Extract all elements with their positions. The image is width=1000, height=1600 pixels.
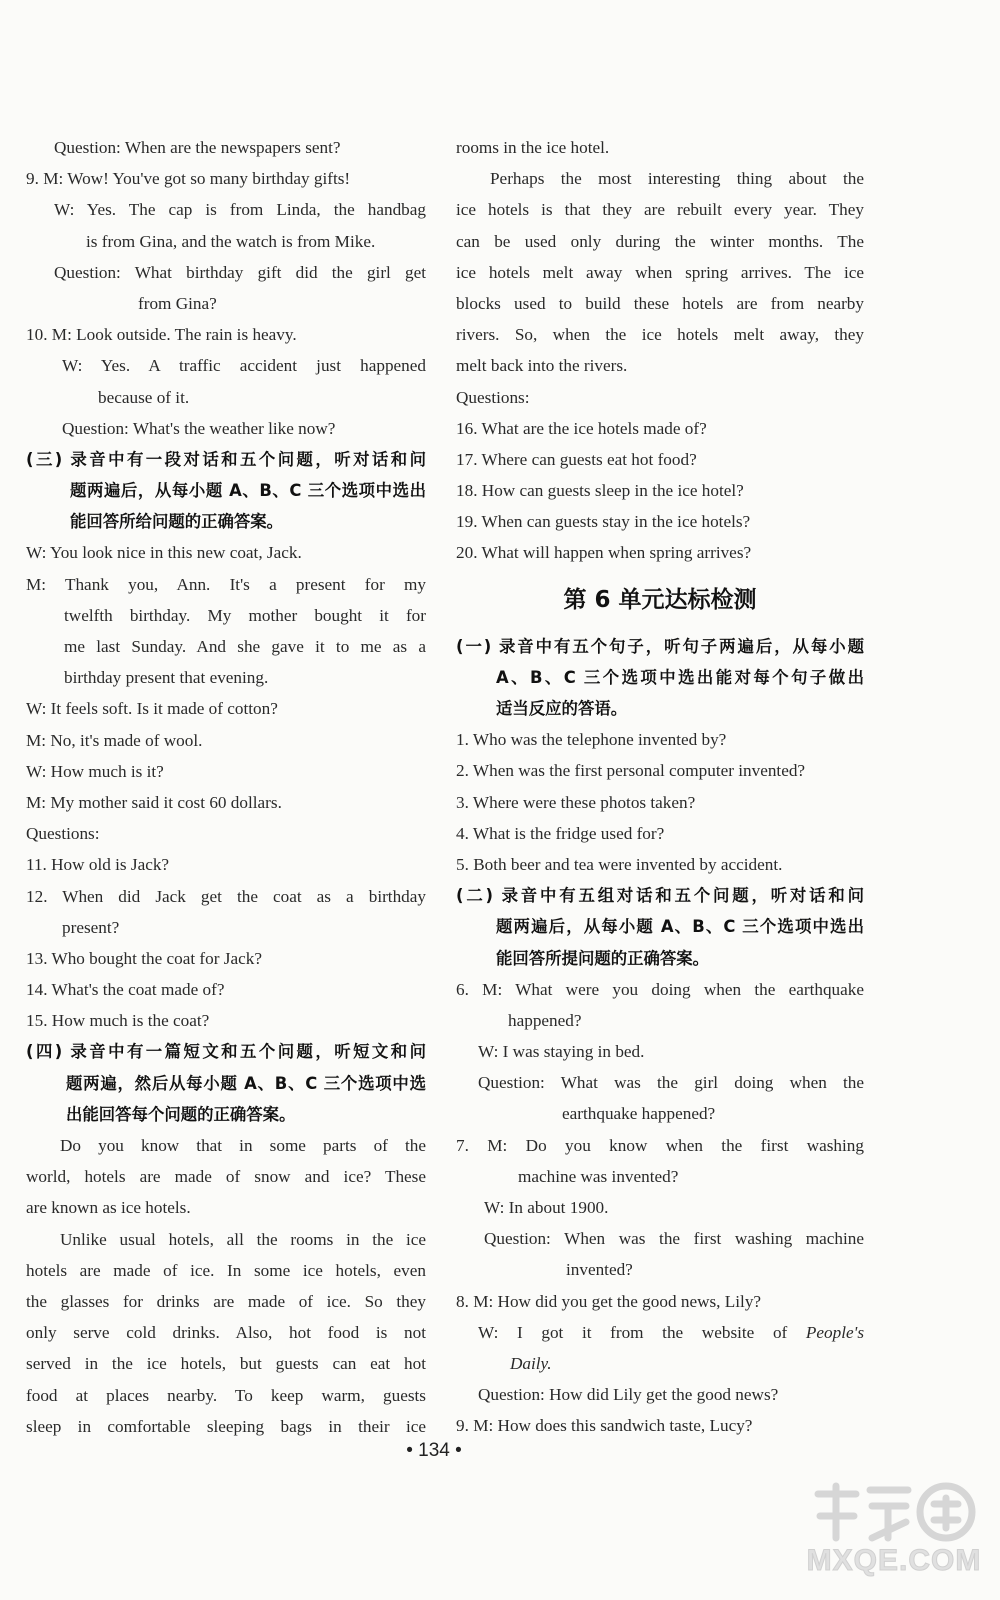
text-line: 能回答所给问题的正确答案。	[70, 512, 284, 532]
text-line: W: Yes. The cap is from Linda, the handbag	[54, 200, 426, 220]
text-line: Unlike usual hotels, all the rooms in the ice	[60, 1229, 426, 1249]
text-line: W: I got it from the website of People's	[478, 1322, 864, 1342]
watermark-logo	[804, 1476, 984, 1588]
text-line: M: My mother said it cost 60 dollars.	[26, 792, 282, 812]
text-line: Question: What's the weather like now?	[62, 418, 336, 438]
text-line: invented?	[566, 1260, 633, 1280]
text-line: earthquake happened?	[562, 1104, 716, 1124]
text-line: Questions:	[26, 824, 100, 844]
text-line: 能回答所提问题的正确答案。	[496, 948, 710, 968]
text-line: 14. What's the coat made of?	[26, 980, 225, 1000]
text-line: 12. When did Jack get the coat as a birthday	[26, 886, 426, 906]
watermark-icon	[808, 1476, 978, 1546]
text-line: 9. M: Wow! You've got so many birthday gifts!	[26, 169, 351, 189]
text-line: twelfth birthday. My mother bought it for	[64, 605, 426, 625]
text-line: world, hotels are made of snow and ice? These	[26, 1167, 426, 1187]
text-line: present?	[62, 917, 120, 937]
text-line: (三) 录音中有一段对话和五个问题，听对话和问	[26, 449, 426, 469]
text-line: 题两遍后，从每小题 A、B、C 三个选项中选出	[70, 481, 426, 501]
text-line: Question: What birthday gift did the girl get	[54, 262, 426, 282]
text-line: (四) 录音中有一篇短文和五个问题，听短文和问	[26, 1042, 426, 1062]
text-line: Question: When are the newspapers sent?	[54, 138, 341, 157]
text-line: 10. M: Look outside. The rain is heavy.	[26, 325, 297, 345]
text-line: the glasses for drinks are made of ice. So they	[26, 1291, 426, 1311]
text-line: 题两遍，然后从每小题 A、B、C 三个选项中选	[66, 1073, 426, 1093]
text-line: A、B、C 三个选项中选出能对每个句子做出	[496, 667, 864, 687]
text-line: 5. Both beer and tea were invented by accident.	[456, 854, 783, 874]
text-line: machine was invented?	[518, 1166, 679, 1186]
text-line: 15. How much is the coat?	[26, 1011, 210, 1031]
right-column	[456, 132, 864, 1442]
watermark-text: MXQE.COM	[806, 1544, 982, 1577]
text-line: 题两遍后，从每小题 A、B、C 三个选项中选出	[496, 917, 864, 937]
text-line: W: I was staying in bed.	[478, 1042, 645, 1062]
text-line: 9. M: How does this sandwich taste, Lucy?	[456, 1416, 753, 1436]
text-line: happened?	[508, 1010, 582, 1030]
text-line: W: You look nice in this new coat, Jack.	[26, 543, 302, 563]
text-line: food at places nearby. To keep warm, guests	[26, 1385, 426, 1405]
text-line: can be used only during the winter months. The	[456, 231, 864, 251]
text-line: M: Thank you, Ann. It's a present for my	[26, 574, 426, 594]
page-number: • 134 •	[406, 1440, 462, 1461]
right-column-top	[456, 132, 864, 569]
text-line: Question: How did Lily get the good news?	[478, 1385, 779, 1405]
text-line: Daily.	[510, 1353, 552, 1373]
section-heading: 第 6 单元达标检测	[563, 586, 757, 613]
text-line: me last Sunday. And she gave it to me as a	[64, 637, 426, 656]
text-line: sleep in comfortable sleeping bags in their ice	[26, 1416, 426, 1436]
text-line: W: It feels soft. Is it made of cotton?	[26, 699, 278, 719]
text-line: (一) 录音中有五个句子，听句子两遍后，从每小题	[456, 636, 864, 656]
text-line: because of it.	[98, 387, 190, 407]
right-column-bottom	[456, 631, 864, 1442]
text-line: melt back into the rivers.	[456, 356, 628, 376]
text-line: 出能回答每个问题的正确答案。	[66, 1104, 296, 1124]
text-line: blocks used to build these hotels are from nearby	[456, 293, 864, 313]
text-line: 6. M: What were you doing when the earthquake	[456, 979, 864, 999]
text-line: 3. Where were these photos taken?	[456, 792, 696, 812]
text-line: M: No, it's made of wool.	[26, 730, 203, 750]
text-line: rooms in the ice hotel.	[456, 138, 610, 157]
text-line: from Gina?	[138, 293, 217, 313]
text-line: 17. Where can guests eat hot food?	[456, 449, 697, 469]
text-line: are known as ice hotels.	[26, 1198, 191, 1218]
text-line: 18. How can guests sleep in the ice hotel?	[456, 481, 744, 501]
text-line: only serve cold drinks. Also, hot food is not	[26, 1323, 426, 1343]
text-line: 19. When can guests stay in the ice hotels?	[456, 512, 751, 532]
text-line: W: How much is it?	[26, 761, 164, 781]
text-line: 11. How old is Jack?	[26, 855, 170, 875]
left-column	[26, 132, 426, 1442]
text-line: 13. Who bought the coat for Jack?	[26, 948, 262, 968]
text-line: 4. What is the fridge used for?	[456, 823, 665, 843]
text-line: birthday present that evening.	[64, 668, 269, 688]
text-line: served in the ice hotels, but guests can eat hot	[26, 1354, 426, 1374]
text-line: Question: When was the first washing machine	[484, 1229, 864, 1249]
text-line: 2. When was the first personal computer invented?	[456, 761, 806, 781]
text-line: ice hotels melt away when spring arrives. The ice	[456, 262, 864, 282]
text-line: 适当反应的答语。	[496, 699, 628, 718]
text-line: 8. M: How did you get the good news, Lily?	[456, 1291, 762, 1311]
text-line: 20. What will happen when spring arrives?	[456, 543, 752, 563]
text-line: (二) 录音中有五组对话和五个问题，听对话和问	[456, 886, 864, 906]
text-line: Question: What was the girl doing when the	[478, 1073, 864, 1093]
text-line: hotels are made of ice. In some ice hotels, even	[26, 1260, 426, 1280]
text-line: W: Yes. A traffic accident just happened	[62, 356, 426, 376]
text-line: 16. What are the ice hotels made of?	[456, 418, 707, 438]
text-line: 1. Who was the telephone invented by?	[456, 730, 727, 750]
text-line: Questions:	[456, 387, 530, 407]
text-line: 7. M: Do you know when the first washing	[456, 1135, 864, 1155]
text-line: W: In about 1900.	[484, 1198, 609, 1217]
text-line: rivers. So, when the ice hotels melt away, they	[456, 325, 864, 345]
text-line: is from Gina, and the watch is from Mike.	[86, 231, 376, 251]
text-line: Do you know that in some parts of the	[60, 1136, 426, 1155]
text-line: Perhaps the most interesting thing about the	[490, 169, 864, 189]
text-line: ice hotels is that they are rebuilt every year. They	[456, 200, 864, 220]
